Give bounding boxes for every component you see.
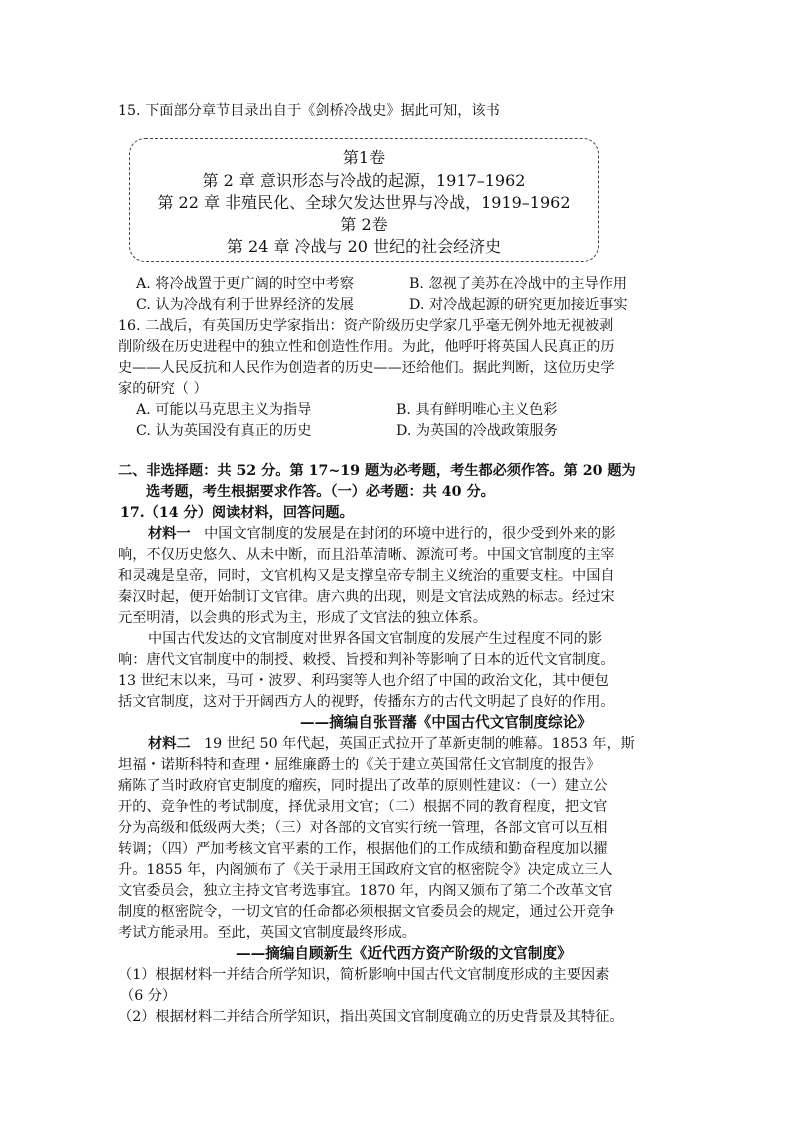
q15-stem: 15. 下面部分章节目录出自于《剑桥冷战史》据此可知，该书 [118, 103, 500, 119]
toc-volume-1: 第1卷 [342, 148, 386, 167]
toc-chapter-2: 第 2 章 意识形态与冷战的起源，1917–1962 [202, 171, 526, 190]
q16-option-b: B. 具有鲜明唯心主义色彩 [396, 402, 558, 418]
q15-option-b: B. 忽视了美苏在冷战中的主导作用 [409, 276, 628, 292]
q16-stem-line-4: 家的研究（ ） [118, 381, 208, 397]
q16-option-d: D. 为英国的冷战政策服务 [396, 423, 558, 439]
q17-material-1-line-9: 括文官制度，这对于开阔西方人的视野，传播东方的古代文明起了良好的作用。 [118, 694, 615, 710]
q15-option-a: A. 将冷战置于更广阔的时空中考察 [136, 276, 354, 292]
q17-title: 17.（14 分）阅读材料，回答问题。 [120, 505, 354, 521]
q16-stem-line-3: 史——人民反抗和人民作为创造者的历史——还给他们。据此判断，这位历史学 [118, 360, 615, 376]
q17-material-2-line-1 [148, 734, 635, 754]
q17-material-2-line-5: 分为高级和低级两大类；（三）对各部的文官实行统一管理，各部文官可以互相 [118, 820, 608, 836]
q16-stem-line-2: 削阶级在历史进程中的独立性和创造性作用。为此，他呼吁将英国人民真正的历 [118, 339, 615, 355]
q17-material-1-line-3: 和灵魂是皇帝，同时，文官机构又是支撑皇帝专制主义统治的重要支柱。中国自 [118, 568, 615, 584]
q17-material-1-line-4: 秦汉时起，便开始制订文官律。唐六典的出现，则是文官法成熟的标志。经过宋 [118, 589, 615, 605]
q15-option-d: D. 对冷战起源的研究更加接近事实 [409, 297, 628, 313]
q16-option-c: C. 认为英国没有真正的历史 [136, 423, 312, 439]
q17-subquestion-1-line-1: （1）根据材料一并结合所学知识，简析影响中国古代文官制度形成的主要因素 [118, 967, 610, 983]
toc-chapter-22: 第 22 章 非殖民化、全球欠发达世界与冷战，1919–1962 [157, 193, 571, 212]
q17-material-2-line-3: 痛陈了当时政府官吏制度的瘤疾，同时提出了改革的原则性建议：（一）建立公 [118, 778, 608, 794]
section-2-heading-line-1: 二、非选择题：共 52 分。第 17~19 题为必考题，考生都必须作答。第 20 题为 [118, 463, 636, 479]
q17-subquestion-1-line-2: （6 分） [120, 988, 177, 1004]
q17-material-1-line-5: 元至明清，以会典的形式为主，形成了文官法的独立体系。 [118, 610, 487, 626]
section-2-heading-line-2: 选考题，考生根据要求作答。（一）必考题：共 40 分。 [146, 484, 495, 500]
material-2-source: ——摘编自顾新生《近代西方资产阶级的文官制度》 [236, 945, 572, 962]
q17-material-2-line-9: 制度的枢密院令，一切文官的任命都必须根据文官委员会的规定，通过公开竞争 [118, 904, 615, 920]
q17-material-1-line-7: 响：唐代文官制度中的制授、敕授、旨授和判补等影响了日本的近代文官制度。 [118, 652, 615, 668]
q16-option-a: A. 可能以马克思主义为指导 [136, 402, 312, 418]
q17-subquestion-2: （2）根据材料二并结合所学知识，指出英国文官制度确立的历史背景及其特征。 [118, 1009, 624, 1025]
q17-material-2-line-8: 文官委员会，独立主持文官考选事宜。1870 年，内阁又颁布了第二个改革文官 [118, 883, 613, 899]
q17-material-1-line-2: 响，不仅历史悠久、从未中断，而且沿革清晰、源流可考。中国文官制度的主宰 [118, 547, 615, 563]
q17-material-2-line-4: 开的、竞争性的考试制度，择优录用文官；（二）根据不同的教育程度，把文官 [118, 799, 608, 815]
q15-table-of-contents-box [129, 138, 599, 262]
toc-chapter-24: 第 24 章 冷战与 20 世纪的社会经济史 [226, 237, 502, 256]
q17-material-2-line-6: 转调；（四）严加考核文官平素的工作，根据他们的工作成绩和勤奋程度加以擢 [118, 841, 608, 857]
q17-material-1-line-8: 13 世纪末以来，马可・波罗、利玛窦等人也介绍了中国的政治文化，其中便包 [118, 673, 609, 689]
q17-material-2-line-10: 考试方能录用。至此，英国文官制度最终形成。 [118, 925, 416, 941]
material-2-first-text: 19 世纪 50 年代起，英国正式拉开了革新吏制的帷幕。1853 年，斯 [204, 736, 635, 752]
q17-material-1-line-6: 中国古代发达的文官制度对世界各国文官制度的发展产生过程度不同的影 [148, 631, 603, 647]
q17-material-1-line-1 [148, 524, 616, 544]
q16-stem-line-1: 16. 二战后，有英国历史学家指出：资产阶级历史学家几乎毫无例外地无视被剥 [118, 318, 614, 334]
q17-material-2-line-2: 坦福・诺斯科特和查理・屈维廉爵士的《关于建立英国常任文官制度的报告》 [118, 757, 601, 773]
material-1-label: 材料一 [148, 526, 191, 542]
material-1-source: ——摘编自张晋藩《中国古代文官制度综论》 [300, 714, 592, 731]
toc-volume-2: 第 2卷 [340, 215, 388, 234]
q17-material-2-line-7: 升。1855 年，内阁颁布了《关于录用王国政府文官的枢密院令》决定成立三人 [118, 862, 613, 878]
material-2-label: 材料二 [148, 736, 191, 752]
material-1-first-text: 中国文官制度的发展是在封闭的环境中进行的，很少受到外来的影 [204, 526, 616, 542]
q15-option-c: C. 认为冷战有利于世界经济的发展 [136, 297, 354, 313]
